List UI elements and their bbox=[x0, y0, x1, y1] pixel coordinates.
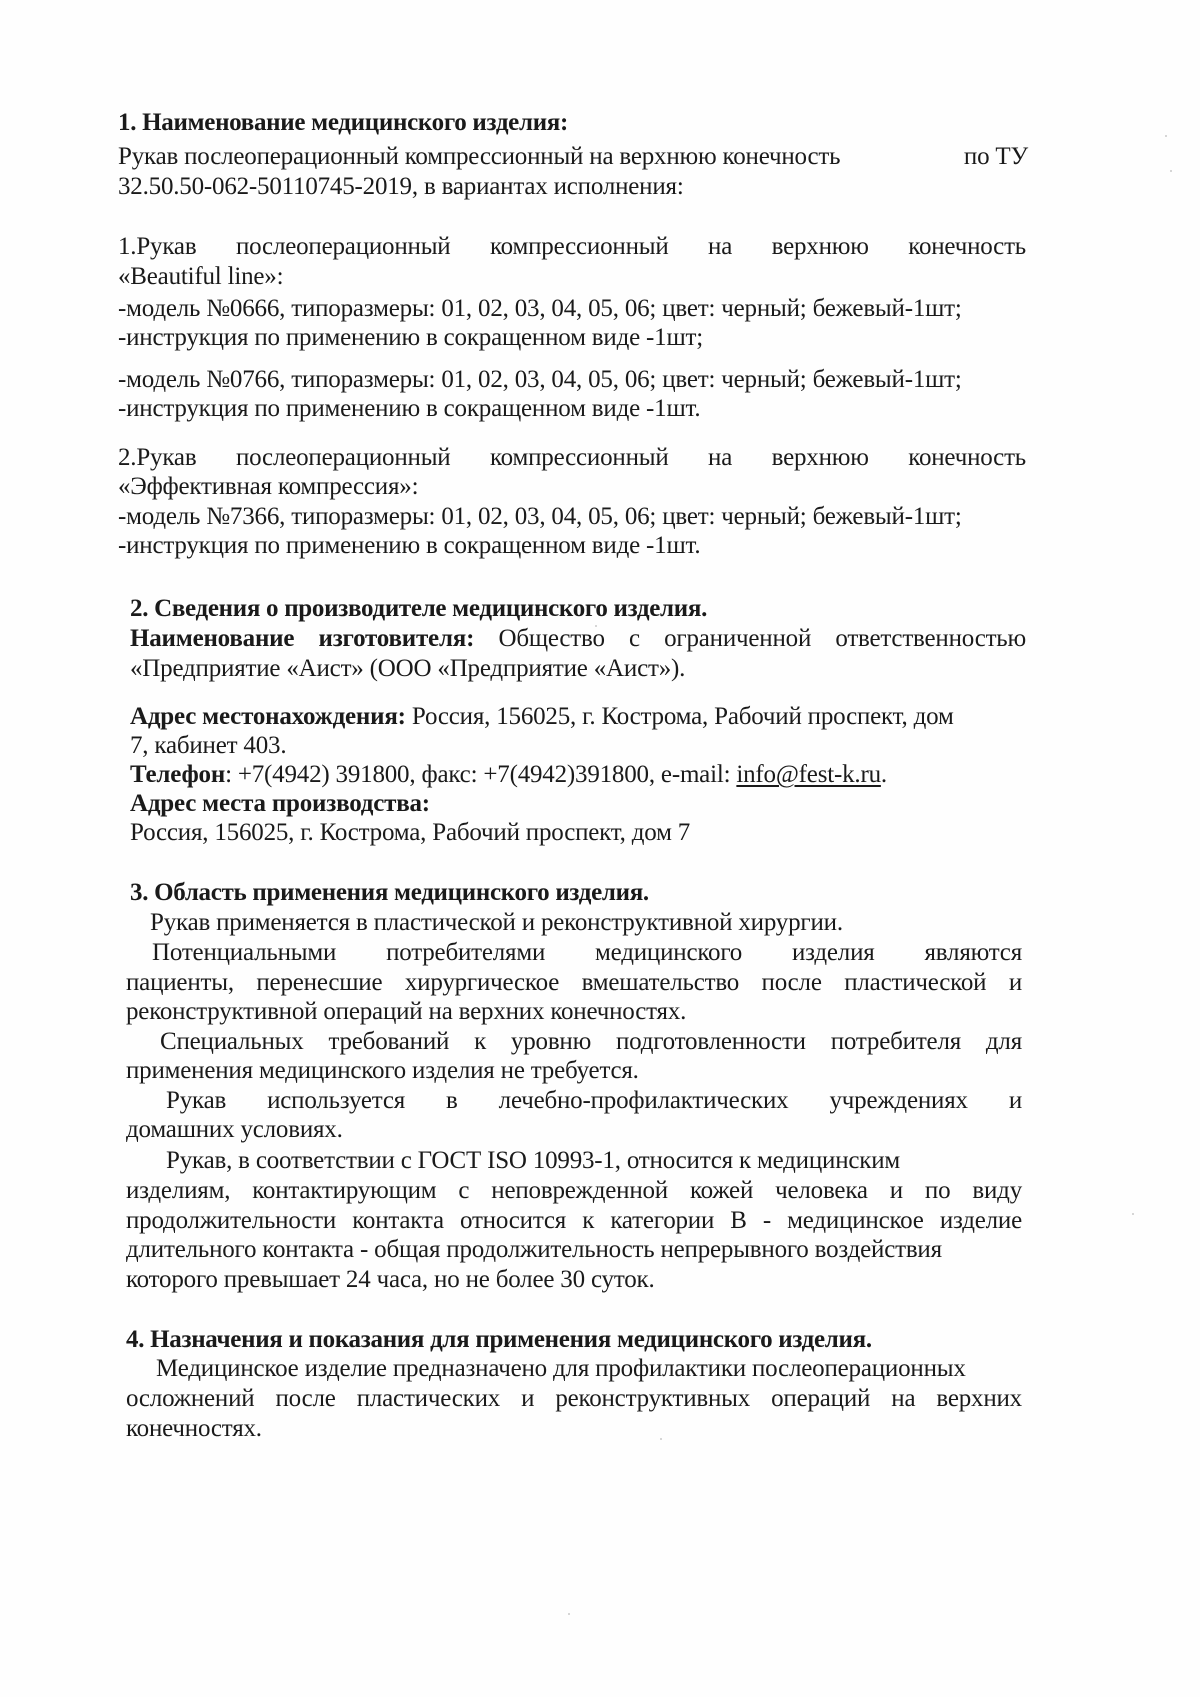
variant-1-title-line-2: «Beautiful line»: bbox=[118, 263, 284, 290]
production-address: Россия, 156025, г. Кострома, Рабочий проспект, дом 7 bbox=[130, 819, 691, 846]
section-3-paragraph-4-line-1: Рукав используется в лечебно-профилактических учреждениях и bbox=[166, 1087, 1022, 1114]
intro-line-2: 32.50.50-062-50110745-2019, в вариантах исполнения: bbox=[118, 173, 684, 200]
address-label: Адрес местонахождения: bbox=[130, 703, 406, 730]
section-4-paragraph-line-2: осложнений после пластических и реконструктивных операций на верхних bbox=[126, 1385, 1022, 1412]
section-3-paragraph-3-line-2: применения медицинского изделия не требуется. bbox=[126, 1057, 639, 1084]
section-2-heading: 2. Сведения о производителе медицинского изделия. bbox=[130, 595, 708, 622]
intro-line-1 bbox=[118, 142, 1028, 172]
variant-1-model-0666-instruction: -инструкция по применению в сокращенном виде -1шт; bbox=[118, 324, 703, 351]
scan-speck bbox=[1165, 135, 1167, 137]
section-4-paragraph-line-1: Медицинское изделие предназначено для профилактики послеоперационных bbox=[156, 1355, 966, 1382]
section-3-paragraph-3-line-1: Специальных требований к уровню подготовленности потребителя для bbox=[160, 1028, 1022, 1055]
contacts-line bbox=[130, 760, 887, 790]
section-3-paragraph-2-line-2: пациенты, перенесшие хирургическое вмешательство после пластической и bbox=[126, 969, 1022, 996]
manufacturer-label: Наименование изготовителя: bbox=[130, 625, 475, 652]
section-3-paragraph-5-line-5: которого превышает 24 часа, но не более 30 суток. bbox=[126, 1266, 655, 1293]
address-line-1 bbox=[130, 702, 1026, 732]
section-4-heading: 4. Назначения и показания для применения медицинского изделия. bbox=[126, 1326, 872, 1353]
section-3-paragraph-4-line-2: домашних условиях. bbox=[126, 1116, 343, 1143]
scan-speck bbox=[568, 1613, 570, 1615]
intro-line-1-tu: по ТУ bbox=[963, 143, 1028, 170]
manufacturer-line-1 bbox=[130, 624, 1026, 654]
section-3-paragraph-5-line-3: продолжительности контакта относится к категории В - медицинское изделие bbox=[126, 1207, 1022, 1234]
section-3-paragraph-2-line-3: реконструктивной операций на верхних конечностях. bbox=[126, 998, 687, 1025]
scan-speck bbox=[660, 1438, 662, 1440]
variant-2-model-7366: -модель №7366, типоразмеры: 01, 02, 03, 04, 05, 06; цвет: черный; бежевый-1шт; bbox=[118, 503, 962, 530]
variant-2-title-line-1: 2.Рукав послеоперационный компрессионный на верхнюю конечность bbox=[118, 444, 1026, 471]
production-address-label: Адрес места производства: bbox=[130, 790, 430, 817]
phone-fax-text: : +7(4942) 391800, факс: +7(4942)391800, e-mail: bbox=[225, 761, 737, 788]
phone-label: Телефон bbox=[130, 761, 226, 788]
address-text: Россия, 156025, г. Кострома, Рабочий проспект, дом bbox=[411, 703, 954, 730]
variant-1-model-0666: -модель №0666, типоразмеры: 01, 02, 03, 04, 05, 06; цвет: черный; бежевый-1шт; bbox=[118, 295, 962, 322]
variant-1-title-line-1: 1.Рукав послеоперационный компрессионный на верхнюю конечность bbox=[118, 233, 1026, 260]
variant-1-model-0766-instruction: -инструкция по применению в сокращенном виде -1шт. bbox=[118, 395, 701, 422]
scan-speck bbox=[1132, 1213, 1134, 1215]
variant-2-title-line-2: «Эффективная компрессия»: bbox=[118, 473, 419, 500]
email-suffix: . bbox=[880, 761, 887, 788]
section-3-paragraph-5-line-2: изделиям, контактирующим с неповрежденной кожей человека и по виду bbox=[126, 1177, 1022, 1204]
section-3-paragraph-2-line-1: Потенциальными потребителями медицинского изделия являются bbox=[152, 939, 1022, 966]
section-3-paragraph-1: Рукав применяется в пластической и реконструктивной хирургии. bbox=[150, 909, 843, 936]
variant-1-model-0766: -модель №0766, типоразмеры: 01, 02, 03, 04, 05, 06; цвет: черный; бежевый-1шт; bbox=[118, 366, 962, 393]
variant-2-model-7366-instruction: -инструкция по применению в сокращенном виде -1шт. bbox=[118, 532, 701, 559]
intro-line-1-text: Рукав послеоперационный компрессионный на верхнюю конечность bbox=[118, 143, 841, 170]
manufacturer-name-part-1: Общество с ограниченной ответственностью bbox=[498, 625, 1026, 652]
address-line-2: 7, кабинет 403. bbox=[130, 732, 287, 759]
scan-speck bbox=[1170, 170, 1172, 172]
section-3-heading: 3. Область применения медицинского изделия. bbox=[130, 879, 649, 906]
section-3-paragraph-5-line-1: Рукав, в соответствии с ГОСТ ISO 10993-1, относится к медицинским bbox=[166, 1147, 901, 1174]
section-4-paragraph-line-3: конечностях. bbox=[126, 1415, 262, 1442]
section-1-heading: 1. Наименование медицинского изделия: bbox=[118, 109, 569, 136]
section-3-paragraph-5-line-4: длительного контакта - общая продолжительность непрерывного воздействия bbox=[126, 1236, 942, 1263]
manufacturer-line-2: «Предприятие «Аист» (ООО «Предприятие «Аист»). bbox=[130, 655, 686, 682]
email-link[interactable]: info@fest-k.ru bbox=[736, 761, 881, 788]
